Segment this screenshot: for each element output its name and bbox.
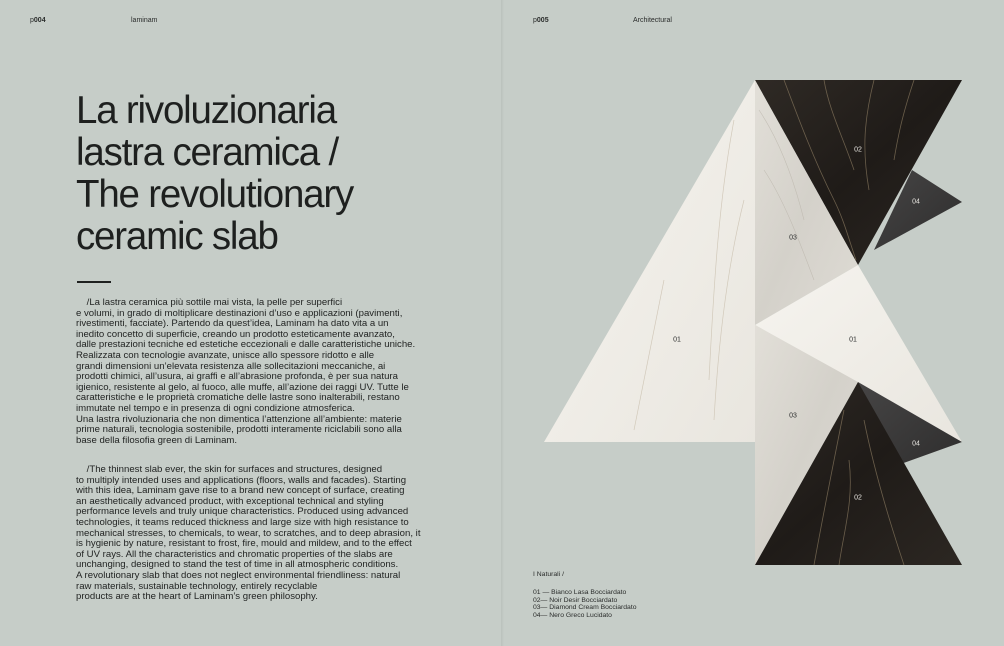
slab-bianco-lasa-left [544,80,755,442]
slab-legend [533,571,637,619]
body-line: igienico, resistente al gelo, al fuoco, alle muffe, all’azione dei raggi UV. Tutte le [76,381,409,393]
title-line: La rivoluzionaria [76,89,336,132]
slab-label: 01 [849,336,857,344]
body-line: /The thinnest slab ever, the skin for surfaces and structures, designed [76,464,383,475]
title-line: The revolutionary [76,173,354,216]
body-line: of UV rays. All the characteristics and chromatic properties of the slabs are [76,548,393,560]
body-line: A revolutionary slab that does not neglect environmental friendliness: natural [76,569,401,581]
slab-label: 02 [854,494,862,502]
body-line: prodotti chimici, all’usura, ai graffi e all’abrasione profonda, è per sua natura [76,371,398,383]
body-line: products are at the heart of Laminam’s green philosophy. [76,591,318,603]
body-line: mechanical stresses, to chemicals, to wear, to scratches, and to deep abrasion, it [76,527,421,539]
title-line: ceramic slab [76,215,278,258]
page-title [76,90,496,258]
body-line: Una lastra rivoluzionaria che non dimentica l’attenzione all’ambiente: materie [76,413,402,425]
body-line: dalle prestazioni tecniche ed estetiche eccezionali e dalle caratteristiche uniche. [76,339,416,351]
body-line: /La lastra ceramica più sottile mai vista, la pelle per superfici [76,297,343,308]
body-line: to multiply intended uses and applications (floors, walls and facades). Starting [76,474,407,486]
body-text-italian [76,298,456,446]
right-section-name: Architectural [633,17,672,24]
right-page-number: p005 [533,17,549,24]
slab-label: 02 [854,146,862,154]
body-line: Realizzata con tecnologie avanzate, unisce allo spessore ridotto e alle [76,349,375,361]
title-line: lastra ceramica / [76,131,339,174]
body-line: technologies, it teams reduced thickness and large size with high resistance to [76,516,409,528]
body-line: prime naturali, tecnologia sostenibile, prodotti interamente riciclabili sono alla [76,424,402,436]
body-line: is hygienic by nature, resistant to frost, fire, mould and mildew, and to the effect [76,538,412,550]
title-rule [77,281,111,283]
slab-triangle-artwork [544,80,964,570]
body-line: raw materials, sustainable technology, entirely recyclable [76,580,318,592]
slab-label: 01 [673,336,681,344]
body-line: immutate nel tempo e in presenza di ogni condizione atmosferica. [76,402,355,414]
legend-item: 04— Nero Greco Lucidato [533,611,612,619]
slab-composition-svg [544,80,964,570]
body-line: an aesthetically advanced product, with exceptional technical and styling [76,495,384,507]
slab-label: 04 [912,440,920,448]
slab-label: 03 [789,412,797,420]
legend-item: 01 — Bianco Lasa Bocciardato [533,589,627,596]
body-line: rivestimenti, facciate). Partendo da quest’idea, Laminam ha dato vita a un [76,318,389,330]
body-line: grandi dimensioni un’elevata resistenza alle sollecitazioni meccaniche, ai [76,360,386,372]
slab-label: 03 [789,234,797,242]
slab-label: 04 [912,198,920,206]
left-section-name: laminam [131,17,158,24]
body-line: base della filosofia green di Laminam. [76,434,238,446]
body-line: unchanging, designed to stand the test of time in all atmospheric conditions. [76,559,399,571]
body-line: e volumi, in grado di moltiplicare destinazioni d’uso e applicazioni (pavimenti, [76,307,403,319]
body-line: performance levels and truly unique characteristics. Produced using advanced [76,506,409,518]
page-gutter [501,0,504,646]
left-page-number: p004 [30,17,46,24]
legend-item: 03— Diamond Cream Bocciardato [533,604,637,612]
body-text-english [76,465,456,603]
body-line: inedito concetto di superficie, creando un prodotto esteticamente avanzato, [76,328,395,340]
legend-item: 02— Noir Desir Bocciardato [533,596,618,604]
legend-title: I Naturali / [533,571,564,578]
body-line: caratteristiche e le proprietà cromatiche delle lastre sono inalterabili, restano [76,392,400,404]
body-line: with this idea, Laminam gave rise to a brand new concept of surface, creating [76,485,405,497]
